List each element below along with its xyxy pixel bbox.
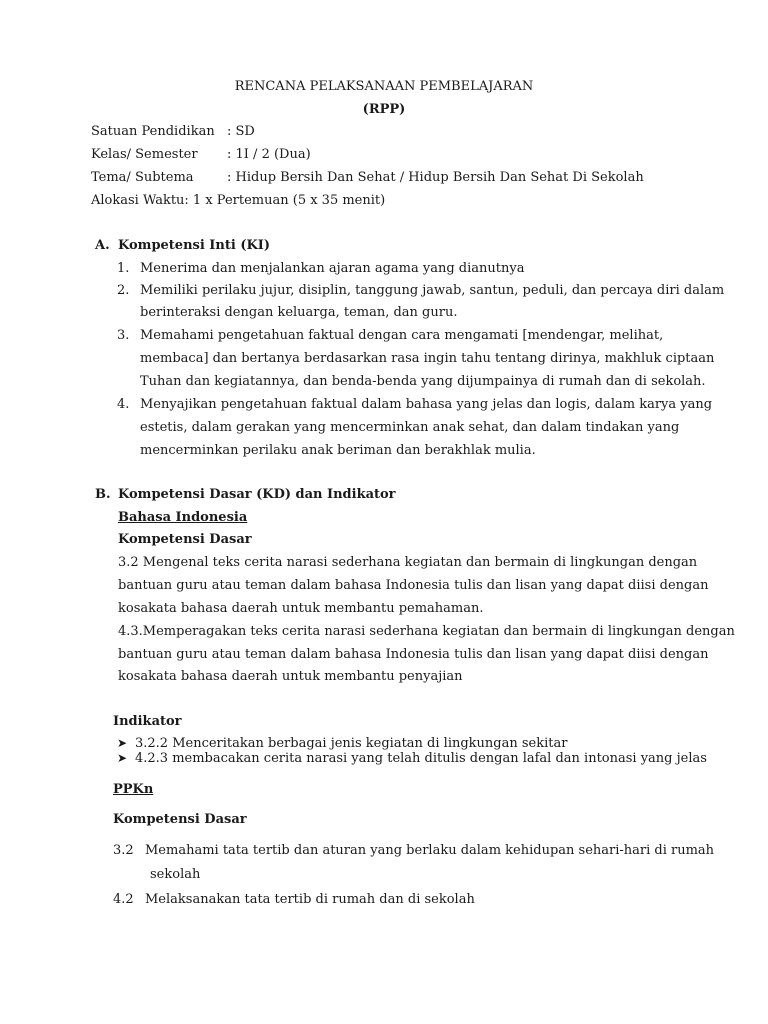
identity-kelas [91,147,311,163]
arrow-bullet-icon: ➤ [117,736,128,750]
section-a-letter: A. [95,238,110,253]
satuan-value: : SD [227,124,255,139]
indikator-item-1: 3.2.2 Menceritakan berbagai jenis kegiatan di lingkungan sekitar [135,736,568,751]
ki-3-text-line3: Tuhan dan kegiatannya, dan benda-benda yang dijumpainya di rumah dan di sekolah. [140,374,706,389]
bahasa-kd-line6: kosakata bahasa daerah untuk membantu penyajian [118,669,463,684]
section-a-heading: Kompetensi Inti (KI) [118,238,270,253]
ki-3-text-line1: Memahami pengetahuan faktual dengan cara mengamati [mendengar, melihat, [140,328,664,343]
bahasa-kd-line3: kosakata bahasa daerah untuk membantu pemahaman. [118,601,484,616]
bahasa-kd-line4: 4.3.Memperagakan teks cerita narasi sederhana kegiatan dan bermain di lingkungan dengan [118,624,735,639]
section-b-letter: B. [95,487,111,502]
ki-1-number: 1. [117,261,130,276]
bahasa-kd-line5: bantuan guru atau teman dalam bahasa Indonesia tulis dan lisan yang dapat diisi dengan [118,647,709,662]
identity-satuan [91,124,255,140]
tema-value: : Hidup Bersih Dan Sehat / Hidup Bersih Dan Sehat Di Sekolah [227,170,644,185]
document-subtitle: (RPP) [362,102,406,117]
ki-4-text-line3: mencerminkan perilaku anak beriman dan berakhlak mulia. [140,443,536,458]
ki-1-text: Menerima dan menjalankan ajaran agama yang dianutnya [140,261,525,276]
tema-label: Tema/ Subtema [91,170,194,185]
indikator-item-2: 4.2.3 membacakan cerita narasi yang telah ditulis dengan lafal dan intonasi yang jelas [135,751,707,766]
satuan-label: Satuan Pendidikan [91,124,215,139]
ppkn-kd-1-number: 3.2 [113,843,134,858]
identity-alokasi: Alokasi Waktu: 1 x Pertemuan (5 x 35 menit) [91,193,386,208]
ppkn-kd-2-text: Melaksanakan tata tertib di rumah dan di sekolah [145,892,475,907]
kelas-value: : 1I / 2 (Dua) [227,147,311,162]
ki-3-text-line2: membaca] dan bertanya berdasarkan rasa ingin tahu tentang dirinya, makhluk ciptaan [140,351,715,366]
bahasa-kd-line2: bantuan guru atau teman dalam bahasa Indonesia tulis dan lisan yang dapat diisi dengan [118,578,709,593]
subject-ppkn: PPKn [113,782,154,797]
ki-2-text-line1: Memiliki perilaku jujur, disiplin, tanggung jawab, santun, peduli, dan percaya diri dalam [140,283,725,298]
identity-tema [91,170,644,186]
ki-3-number: 3. [117,328,130,343]
indikator-heading: Indikator [113,714,182,729]
section-b-heading: Kompetensi Dasar (KD) dan Indikator [118,487,396,502]
ki-2-text-line2: berinteraksi dengan keluarga, teman, dan guru. [140,305,458,320]
ppkn-kd-heading: Kompetensi Dasar [113,812,247,827]
ki-4-text-line1: Menyajikan pengetahuan faktual dalam bahasa yang jelas dan logis, dalam karya yang [140,397,713,412]
subject-bahasa-indonesia: Bahasa Indonesia [118,510,248,525]
kelas-label: Kelas/ Semester [91,147,198,162]
bahasa-kd-heading: Kompetensi Dasar [118,532,252,547]
ppkn-kd-1-text-line2: sekolah [150,867,201,882]
ppkn-kd-2-number: 4.2 [113,892,134,907]
document-title: RENCANA PELAKSANAAN PEMBELAJARAN [234,79,534,94]
bahasa-kd-line1: 3.2 Mengenal teks cerita narasi sederhana kegiatan dan bermain di lingkungan dengan [118,555,698,570]
arrow-bullet-icon: ➤ [117,751,128,765]
ki-2-number: 2. [117,283,130,298]
ki-4-number: 4. [117,397,130,412]
ki-4-text-line2: estetis, dalam gerakan yang mencerminkan anak sehat, dan dalam tindakan yang [140,420,680,435]
ppkn-kd-1-text-line1: Memahami tata tertib dan aturan yang berlaku dalam kehidupan sehari-hari di rumah [145,843,715,858]
